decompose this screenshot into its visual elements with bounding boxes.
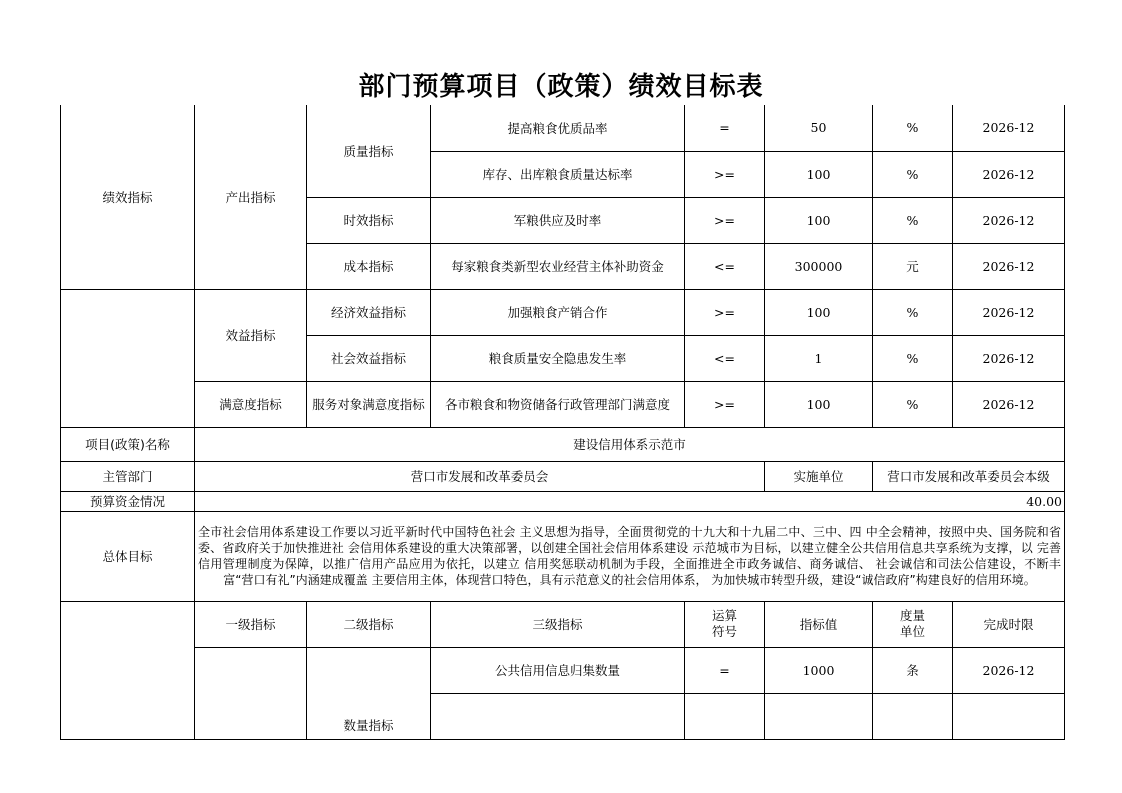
empty-cell <box>431 693 685 739</box>
level3-cell: 军粮供应及时率 <box>431 197 685 243</box>
level1-cell: 满意度指标 <box>195 381 307 427</box>
deadline-cell: 2026-12 <box>953 335 1065 381</box>
operator-cell: = <box>685 647 765 693</box>
value-cell: 1 <box>765 335 873 381</box>
deadline-cell: 2026-12 <box>953 381 1065 427</box>
level2-cell: 质量指标 <box>307 105 431 197</box>
unit-cell: 元 <box>873 243 953 289</box>
value-cell: 1000 <box>765 647 873 693</box>
operator-cell: <= <box>685 335 765 381</box>
indicator-row <box>61 381 1065 427</box>
level3-cell: 提高粮食优质品率 <box>431 105 685 151</box>
level3-cell: 公共信用信息归集数量 <box>431 647 685 693</box>
operator-cell: >= <box>685 197 765 243</box>
operator-cell: >= <box>685 381 765 427</box>
budget-label: 预算资金情况 <box>61 491 195 511</box>
value-cell: 50 <box>765 105 873 151</box>
level2-cell: 服务对象满意度指标 <box>307 381 431 427</box>
level2-cell: 经济效益指标 <box>307 289 431 335</box>
operator-cell: = <box>685 105 765 151</box>
value-cell: 100 <box>765 289 873 335</box>
unit-cell: % <box>873 335 953 381</box>
value-cell: 100 <box>765 197 873 243</box>
budget-row <box>61 491 1065 511</box>
level3-cell: 粮食质量安全隐患发生率 <box>431 335 685 381</box>
perf-section-lower <box>61 601 195 739</box>
deadline-cell: 2026-12 <box>953 105 1065 151</box>
empty-cell <box>685 693 765 739</box>
indicator-row <box>61 105 1065 151</box>
header-value: 指标值 <box>765 601 873 647</box>
unit-cell: % <box>873 105 953 151</box>
perf-section-continued <box>61 289 195 427</box>
level1-cell-lower <box>195 647 307 739</box>
value-cell: 100 <box>765 381 873 427</box>
project-name-label: 项目(政策)名称 <box>61 427 195 461</box>
header-level1: 一级指标 <box>195 601 307 647</box>
level3-cell: 每家粮食类新型农业经营主体补助资金 <box>431 243 685 289</box>
project-name-row <box>61 427 1065 461</box>
performance-target-sheet <box>60 105 1064 733</box>
deadline-cell: 2026-12 <box>953 647 1065 693</box>
performance-target-table <box>60 105 1065 740</box>
level2-cell: 时效指标 <box>307 197 431 243</box>
impl-label: 实施单位 <box>765 461 873 491</box>
page-title: 部门预算项目（政策）绩效目标表 <box>358 72 764 102</box>
level1-cell: 产出指标 <box>195 105 307 289</box>
level1-cell: 效益指标 <box>195 289 307 381</box>
header-deadline: 完成时限 <box>953 601 1065 647</box>
deadline-cell: 2026-12 <box>953 289 1065 335</box>
deadline-cell: 2026-12 <box>953 151 1065 197</box>
indicator-row <box>61 289 1065 335</box>
empty-cell <box>765 693 873 739</box>
unit-cell: 条 <box>873 647 953 693</box>
header-unit: 度量 单位 <box>873 601 953 647</box>
header-level3: 三级指标 <box>431 601 685 647</box>
level2-cell-text: 数量指标 <box>343 717 394 733</box>
empty-cell <box>953 693 1065 739</box>
level2-cell <box>307 647 431 739</box>
unit-cell: % <box>873 289 953 335</box>
header-operator: 运算 符号 <box>685 601 765 647</box>
level3-cell: 库存、出库粮食质量达标率 <box>431 151 685 197</box>
empty-cell <box>873 693 953 739</box>
budget-value: 40.00 <box>195 491 1065 511</box>
goal-row <box>61 511 1065 601</box>
operator-cell: >= <box>685 289 765 335</box>
indicator-row <box>61 647 1065 693</box>
perf-section-label: 绩效指标 <box>61 105 195 289</box>
level3-cell: 加强粮食产销合作 <box>431 289 685 335</box>
header-level2: 二级指标 <box>307 601 431 647</box>
deadline-cell: 2026-12 <box>953 197 1065 243</box>
goal-label: 总体目标 <box>61 511 195 601</box>
operator-cell: >= <box>685 151 765 197</box>
operator-cell: <= <box>685 243 765 289</box>
indicator-header-row <box>61 601 1065 647</box>
dept-label: 主管部门 <box>61 461 195 491</box>
dept-value: 营口市发展和改革委员会 <box>195 461 765 491</box>
project-name-value: 建设信用体系示范市 <box>195 427 1065 461</box>
unit-cell: % <box>873 381 953 427</box>
value-cell: 300000 <box>765 243 873 289</box>
impl-value: 营口市发展和改革委员会本级 <box>873 461 1065 491</box>
department-row <box>61 461 1065 491</box>
level2-cell: 成本指标 <box>307 243 431 289</box>
level2-cell: 社会效益指标 <box>307 335 431 381</box>
deadline-cell: 2026-12 <box>953 243 1065 289</box>
unit-cell: % <box>873 151 953 197</box>
value-cell: 100 <box>765 151 873 197</box>
goal-text: 全市社会信用体系建设工作要以习近平新时代中国特色社会 主义思想为指导，全面贯彻党的十九大和十九届二中、三中、四 中全会精神，按照中央、国务院和省委、省政府关于加快推进社 会信用体系建设的重大决策部署，以创建全国社会信用体系建设 示范城市为目标，以建立健全公共信用信息共享系统为支撑，以 完善信用管理制度为保障，以推广信用产品应用为依托，以建立 信用奖惩联动机制为手段，全面推进全市政务诚信、商务诚信、 社会诚信和司法公信建设，不断丰富“营口有礼”内涵建成覆盖 主要信用主体，体现营口特色，具有示范意义的社会信用体系， 为加快城市转型升级，建设“诚信政府”构建良好的信用环境。 <box>195 511 1065 601</box>
unit-cell: % <box>873 197 953 243</box>
level3-cell: 各市粮食和物资储备行政管理部门满意度 <box>431 381 685 427</box>
